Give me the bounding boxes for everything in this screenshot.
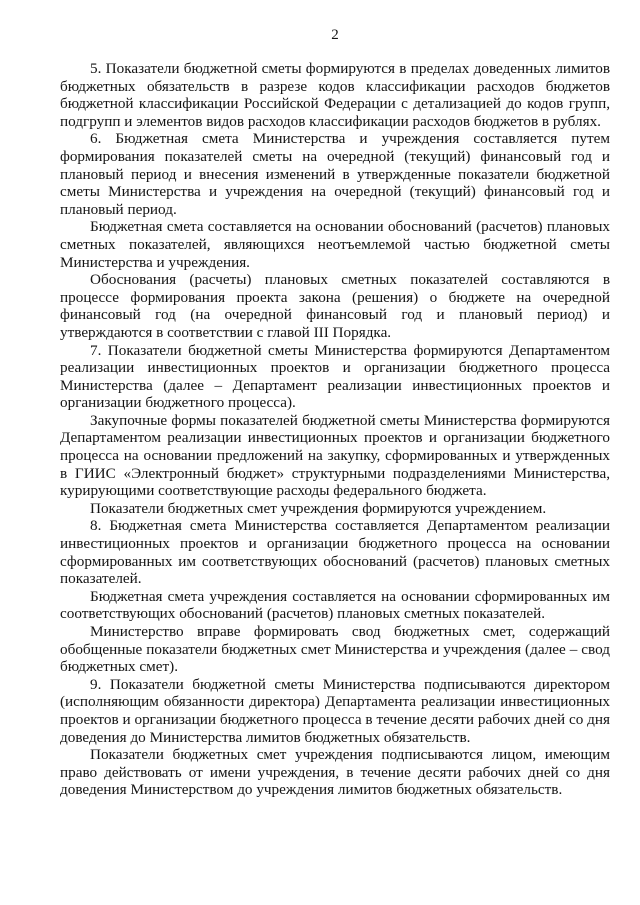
paragraph-item-5: 5. Показатели бюджетной сметы формируются в пределах доведенных лимитов бюджетных обязательств в разрезе кодов классификации расходов бюджетов бюджетной классификации Российской Федерации с детализацией до кодов групп, подгрупп и элементов видов расходов классификации расходов бюджетов в рублях.: [60, 60, 610, 130]
paragraph-justifications: Обоснования (расчеты) плановых сметных показателей составляются в процессе формирования проекта закона (решения) о бюджете на очередной финансовый год (на очередной финансовый год и плановый период) и утверждаются в соответствии с главой III Порядка.: [60, 271, 610, 341]
paragraph-institution-indicators: Показатели бюджетных смет учреждения формируются учреждением.: [90, 499, 547, 517]
paragraph-smeta-basis: Бюджетная смета составляется на основании обоснований (расчетов) плановых сметных показателей, являющихся неотъемлемой частью бюджетной сметы Министерства и учреждения.: [60, 218, 610, 271]
paragraph-institution-smeta: Бюджетная смета учреждения составляется на основании сформированных им соответствующих обоснований (расчетов) плановых сметных показателей.: [60, 587, 610, 623]
paragraph-item-8: 8. Бюджетная смета Министерства составляется Департаментом реализации инвестиционных проектов и организации бюджетного процесса на основании сформированных им соответствующих обоснований (расчетов) плановых сметных показателей.: [60, 517, 610, 588]
page-number: 2: [331, 27, 339, 43]
paragraph-item-6: 6. Бюджетная смета Министерства и учреждения составляется путем формирования показателей сметы на очередной (текущий) финансовый год и плановый период и внесения изменений в утвержденные показатели бюджетной сметы Министерства и учреждения на очередной (текущий) финансовый год и плановый период.: [60, 130, 610, 218]
paragraph-item-7: 7. Показатели бюджетной сметы Министерства формируются Департаментом реализации инвестиционных проектов и организации бюджетного процесса Министерства (далее – Департамент реализации инвестиционных проектов и организации бюджетного процесса).: [60, 341, 610, 412]
paragraph-item-9: 9. Показатели бюджетной сметы Министерства подписываются директором (исполняющим обязанности директора) Департамента реализации инвестиционных проектов и организации бюджетного процесса в течение десяти рабочих дней со дня доведения до Министерства лимитов бюджетных обязательств.: [60, 675, 610, 746]
paragraph-summary-smeta: Министерство вправе формировать свод бюджетных смет, содержащий обобщенные показатели бюджетных смет Министерства и учреждения (далее – свод бюджетных смет).: [60, 623, 610, 676]
document-body: [60, 60, 610, 799]
paragraph-institution-signing: Показатели бюджетных смет учреждения подписываются лицом, имеющим право действовать от имени учреждения, в течение десяти рабочих дней со дня доведения Министерством до учреждения лимитов бюджетных обязательств.: [60, 746, 610, 799]
paragraph-procurement-forms: Закупочные формы показателей бюджетной сметы Министерства формируются Департаментом реализации инвестиционных проектов и организации бюджетного процесса на основании предложений на закупку, сформированных и утвержденных в ГИИС «Электронный бюджет» структурными подразделениями Министерства, курирующими соответствующие расходы федерального бюджета.: [60, 411, 610, 500]
